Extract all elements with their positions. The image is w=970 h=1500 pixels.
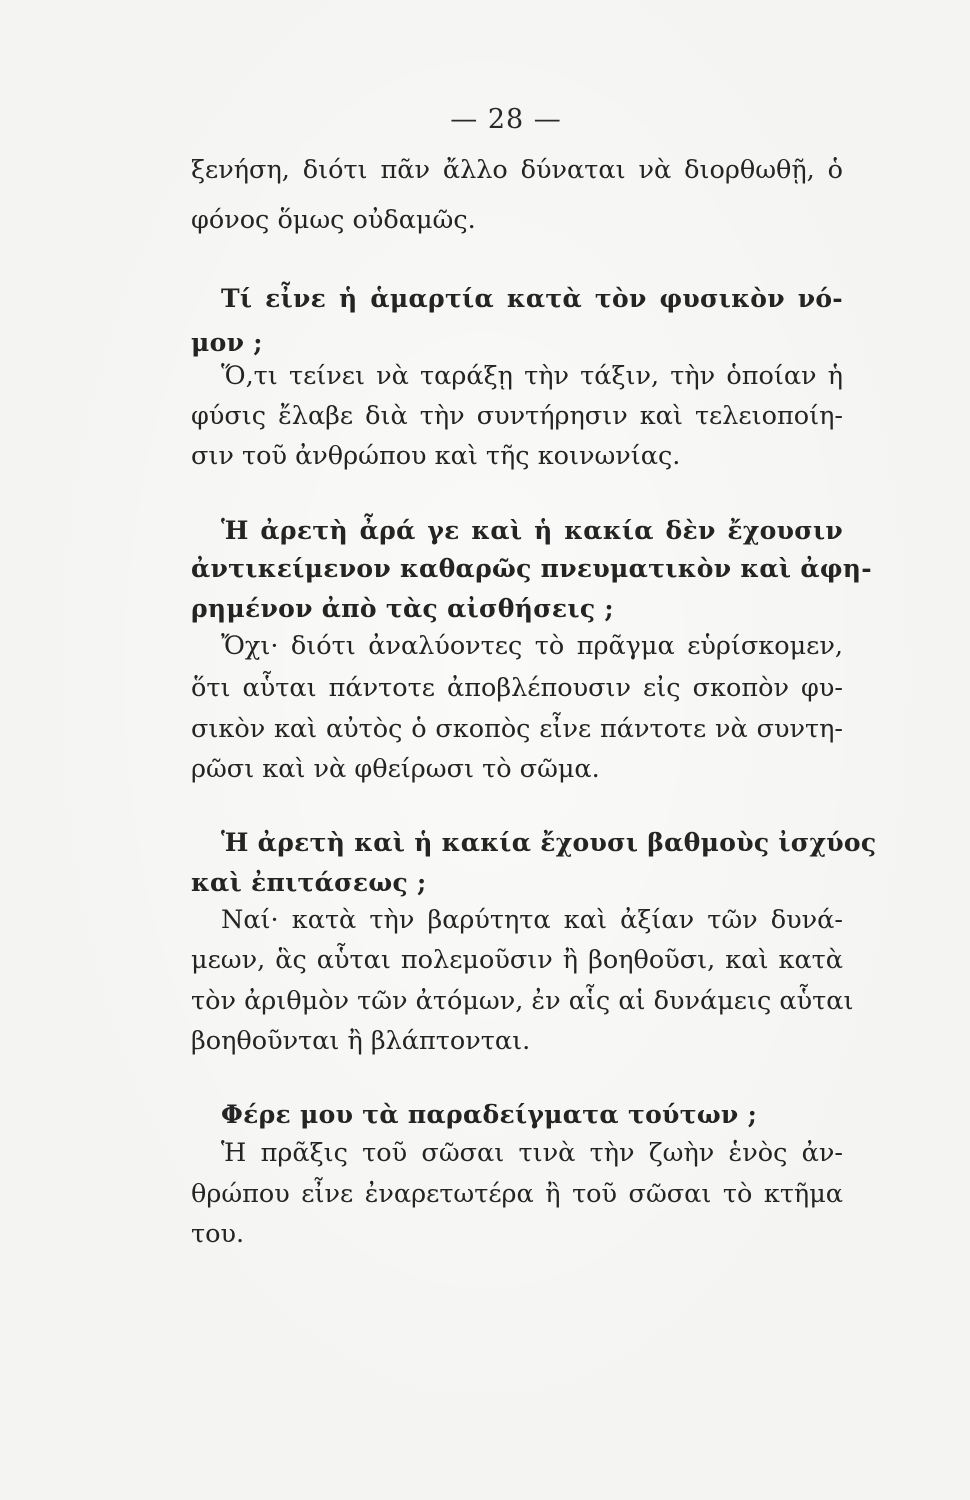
question-line: Τί εἶνε ἡ ἁμαρτία κατὰ τὸν φυσικὸν νό- [221,284,843,313]
question-line: ρημένον ἀπὸ τὰς αἰσθήσεις ; [191,594,614,623]
answer-line: τὸν ἀριθμὸν τῶν ἀτόμων, ἐν αἷς αἱ δυνάμεις αὗται [191,986,854,1016]
question-line: Ἡ ἀρετὴ καὶ ἡ κακία ἔχουσι βαθμοὺς ἰσχύος [221,828,877,857]
question-line: ἀντικείμενον καθαρῶς πνευματικὸν καὶ ἀφη- [191,554,872,583]
answer-line: Ναί· κατὰ τὴν βαρύτητα καὶ ἀξίαν τῶν δυνά- [221,905,843,935]
answer-line: θρώπου εἶνε ἐναρετωτέρα ἢ τοῦ σῶσαι τὸ κτῆμα [191,1179,843,1209]
question-line: μον ; [191,328,263,357]
answer-line: ὅτι αὗται πάντοτε ἀποβλέπουσιν εἰς σκοπὸν φυ- [191,673,843,703]
text-line: φόνος ὅμως οὐδαμῶς. [191,205,476,235]
answer-line: ρῶσι καὶ νὰ φθείρωσι τὸ σῶμα. [191,754,600,784]
answer-line: Ἡ πρᾶξις τοῦ σῶσαι τινὰ τὴν ζωὴν ἑνὸς ἀν- [221,1138,843,1168]
answer-line: σικὸν καὶ αὐτὸς ὁ σκοπὸς εἶνε πάντοτε νὰ συντη- [191,714,843,744]
answer-line: του. [191,1219,245,1249]
question-line: Φέρε μου τὰ παραδείγματα τούτων ; [221,1100,758,1129]
answer-line: βοηθοῦνται ἢ βλάπτονται. [191,1026,531,1056]
answer-line: μεων, ἃς αὗται πολεμοῦσιν ἢ βοηθοῦσι, καὶ κατὰ [191,945,843,975]
answer-line: σιν τοῦ ἀνθρώπου καὶ τῆς κοινωνίας. [191,441,681,471]
question-line: καὶ ἐπιτάσεως ; [191,868,427,897]
answer-line: φύσις ἔλαβε διὰ τὴν συντήρησιν καὶ τελειοποίη- [191,401,843,431]
page-number: — 28 — [450,104,562,135]
answer-line: Ὅ,τι τείνει νὰ ταράξῃ τὴν τάξιν, τὴν ὁποίαν ἡ [221,361,843,391]
question-line: Ἡ ἀρετὴ ἆρά γε καὶ ἡ κακία δὲν ἔχουσιν [221,516,843,545]
text-line: ξενήση, διότι πᾶν ἄλλο δύναται νὰ διορθωθῇ, ὁ [191,155,843,185]
answer-line: Ὄχι· διότι ἀναλύοντες τὸ πρᾶγμα εὑρίσκομεν, [221,631,843,661]
